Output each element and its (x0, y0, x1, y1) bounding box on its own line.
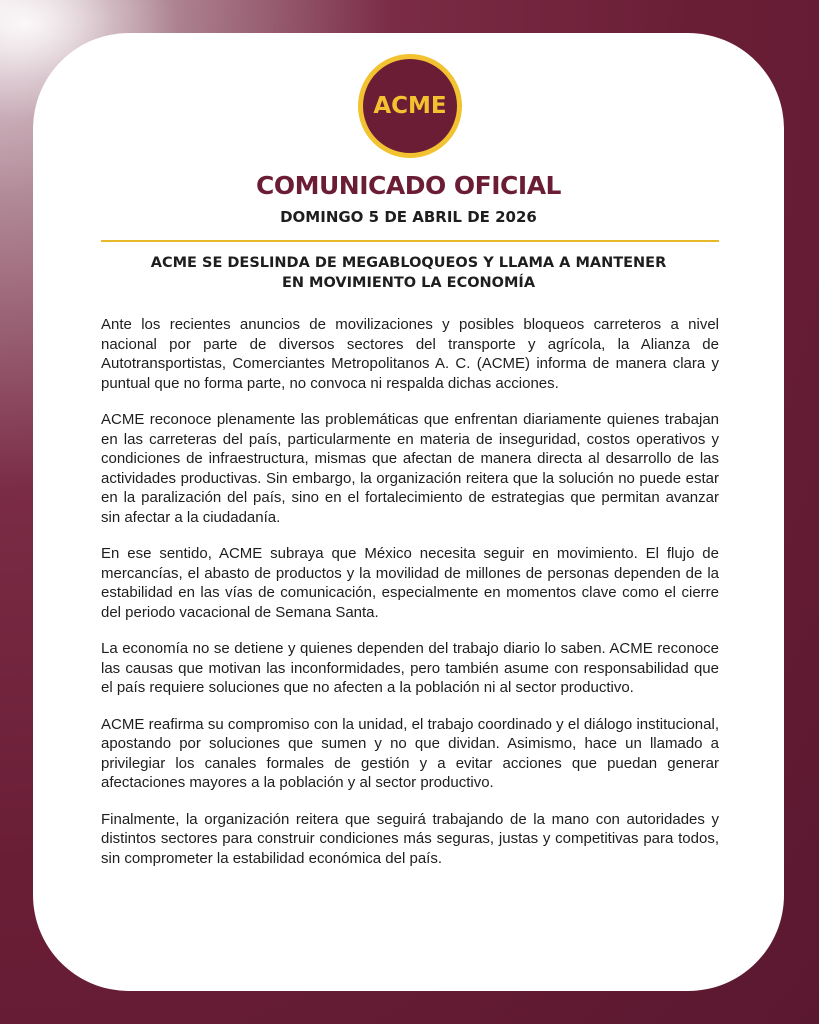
logo-text: ACME (373, 93, 447, 119)
paragraph: Ante los recientes anuncios de movilizaciones y posibles bloqueos carreteros a nivel nacional por parte de diversos sectores del transporte y agrícola, la Alianza de Autotransportistas, Comerciantes Metropolitanos A. C. (ACME) informa de manera clara y puntual que no forma parte, no convoca ni respalda dichas acciones. (101, 316, 719, 392)
statement-card (33, 33, 784, 991)
headline-line-1: ACME SE DESLINDA DE MEGABLOQUEOS Y LLAMA A MANTENER (150, 255, 667, 271)
statement-date: DOMINGO 5 DE ABRIL DE 2026 (280, 208, 537, 226)
paragraph: En ese sentido, ACME subraya que México necesita seguir en movimiento. El flujo de mercancías, el abasto de productos y la movilidad de millones de personas dependen de la estabilidad en las vías de comunicación, especialmente en momentos clave como el cierre del periodo vacacional de Semana Santa. (101, 545, 719, 621)
paragraph: ACME reafirma su compromiso con la unidad, el trabajo coordinado y el diálogo institucional, apostando por soluciones que sumen y no que dividan. Asimismo, hace un llamado a privilegiar los canales formales de gestión y a evitar acciones que puedan generar afectaciones mayores a la población y al sector productivo. (101, 715, 719, 791)
headline-line-2: EN MOVIMIENTO LA ECONOMÍA (281, 275, 536, 291)
acme-logo (358, 54, 462, 158)
paragraph: La economía no se detiene y quienes dependen del trabajo diario lo saben. ACME reconoce las causas que motivan las inconformidades, pero también asume con responsabilidad que el país requiere soluciones que no afecten a la población ni al sector productivo. (101, 640, 719, 696)
headline (93, 253, 724, 293)
statement-body (101, 315, 719, 885)
paragraph: ACME reconoce plenamente las problemáticas que enfrentan diariamente quienes trabajan en las carreteras del país, particularmente en materia de inseguridad, costos operativos y condiciones de infraestructura, mismas que afectan de manera directa al desarrollo de las actividades productivas. Sin embargo, la organización reitera que la solución no puede estar en la paralización del país, sino en el fortalecimiento de estrategias que permitan avanzar sin afectar a la ciudadanía. (101, 411, 719, 526)
page-title: COMUNICADO OFICIAL (256, 171, 561, 200)
paragraph: Finalmente, la organización reitera que seguirá trabajando de la mano con autoridades y distintos sectores para construir condiciones más seguras, justas y competitivas para todos, sin comprometer la estabilidad económica del país. (101, 810, 719, 867)
gold-divider (101, 240, 719, 242)
